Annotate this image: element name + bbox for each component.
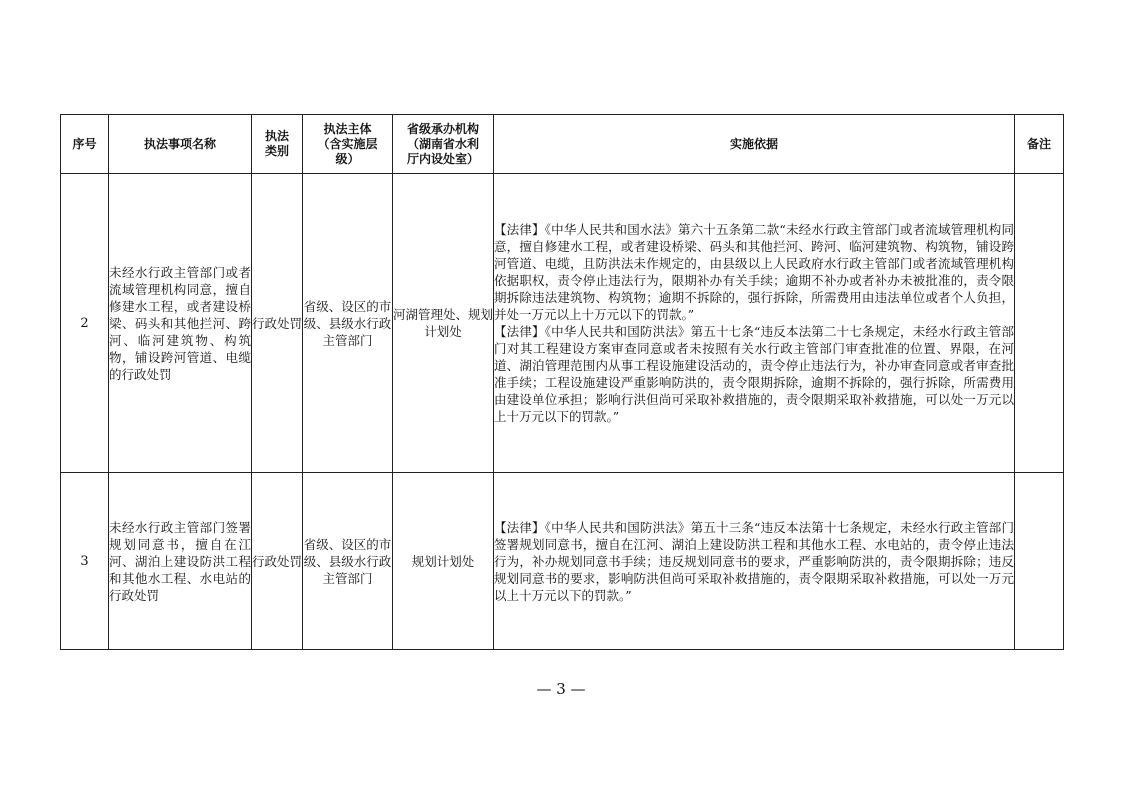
responsible-organization: 规划计划处 — [393, 473, 494, 650]
enforcement-subject: 省级、设区的市级、县级水行政主管部门 — [303, 174, 393, 473]
item-name: 未经水行政主管部门签署规划同意书，擅自在江河、湖泊上建设防洪工程和其他水工程、水电站的行政处罚 — [109, 473, 252, 650]
header-subject-line-3: 级） — [335, 151, 360, 166]
legal-basis-paragraph: 【法律】《中华人民共和国防洪法》第五十三条“违反本法第十七条规定，未经水行政主管部门签署规划同意书，擅自在江河、湖泊上建设防洪工程和其他水工程、水电站的，责令停止违法行为，补办规划同意书手续；违反规划同意书的要求，严重影响防洪的，责令限期拆除；违反规划同意书的要求，影响防洪但尚可采取补救措施的，责令限期采取补救措施，可以处一万元以上十万元以下的罚款。” — [494, 519, 1014, 603]
row-number: 2 — [61, 174, 109, 473]
header-category-line-1: 执法 — [264, 129, 289, 143]
legal-basis-paragraph: 【法律】《中华人民共和国水法》第六十五条第二款“未经水行政主管部门或者流域管理机构同意，擅自修建水工程，或者建设桥梁、码头和其他拦河、跨河、临河建筑物、构筑物，铺设跨河管道、电缆，且防洪法未作规定的，由县级以上人民政府水行政主管部门或者流域管理机构依据职权，责令停止违法行为，限期补办有关手续；逾期不补办或者补办未被批准的，责令限期拆除违法建筑物、构筑物；逾期不拆除的，强行拆除，所需费用由违法单位或者个人负担，并处一万元以上十万元以下的罚款。” — [494, 222, 1014, 322]
remarks — [1015, 174, 1064, 473]
header-no: 序号 — [61, 115, 109, 174]
header-category-line-2: 类别 — [264, 144, 289, 158]
enforcement-subject: 省级、设区的市级、县级水行政主管部门 — [303, 473, 393, 650]
row-number: 3 — [61, 473, 109, 650]
table-row — [61, 174, 1064, 473]
header-remarks: 备注 — [1015, 115, 1064, 174]
header-org-line-3: 厅内设处室） — [406, 151, 479, 166]
enforcement-items-table — [60, 114, 1064, 650]
table-row — [61, 473, 1064, 650]
legal-basis — [494, 174, 1015, 473]
header-item-name: 执法事项名称 — [109, 115, 252, 174]
table-header-row — [61, 115, 1064, 174]
legal-basis-paragraph: 【法律】《中华人民共和国防洪法》第五十七条“违反本法第二十七条规定，未经水行政主管部门对其工程建设方案审查同意或者未按照有关水行政主管部门审查批准的位置、界限，在河道、湖泊管理范围内从事工程设施建设活动的，责令停止违法行为，补办审查同意或者审查批准手续；工程设施建设严重影响防洪的，责令限期拆除，逾期不拆除的，强行拆除，所需费用由建设单位承担；影响行洪但尚可采取补救措施的，责令限期采取补救措施，可以处一万元以上十万元以下的罚款。” — [494, 324, 1014, 424]
header-subject — [303, 115, 393, 174]
enforcement-category: 行政处罚 — [252, 174, 303, 473]
header-subject-line-1: 执法主体 — [323, 121, 372, 136]
item-name: 未经水行政主管部门或者流域管理机构同意，擅自修建水工程，或者建设桥梁、码头和其他拦河、跨河、临河建筑物、构筑物，铺设跨河管道、电缆的行政处罚 — [109, 174, 252, 473]
header-org-line-1: 省级承办机构 — [406, 121, 479, 136]
page-number: — 3 — — [536, 680, 586, 698]
remarks — [1015, 473, 1064, 650]
header-organization — [393, 115, 494, 174]
legal-basis — [494, 473, 1015, 650]
responsible-organization: 河湖管理处、规划计划处 — [393, 174, 494, 473]
enforcement-category: 行政处罚 — [252, 473, 303, 650]
header-basis: 实施依据 — [494, 115, 1015, 174]
header-org-line-2: （湖南省水利 — [406, 136, 479, 151]
header-subject-line-2: （含实施层 — [317, 136, 378, 151]
header-category — [252, 115, 303, 174]
